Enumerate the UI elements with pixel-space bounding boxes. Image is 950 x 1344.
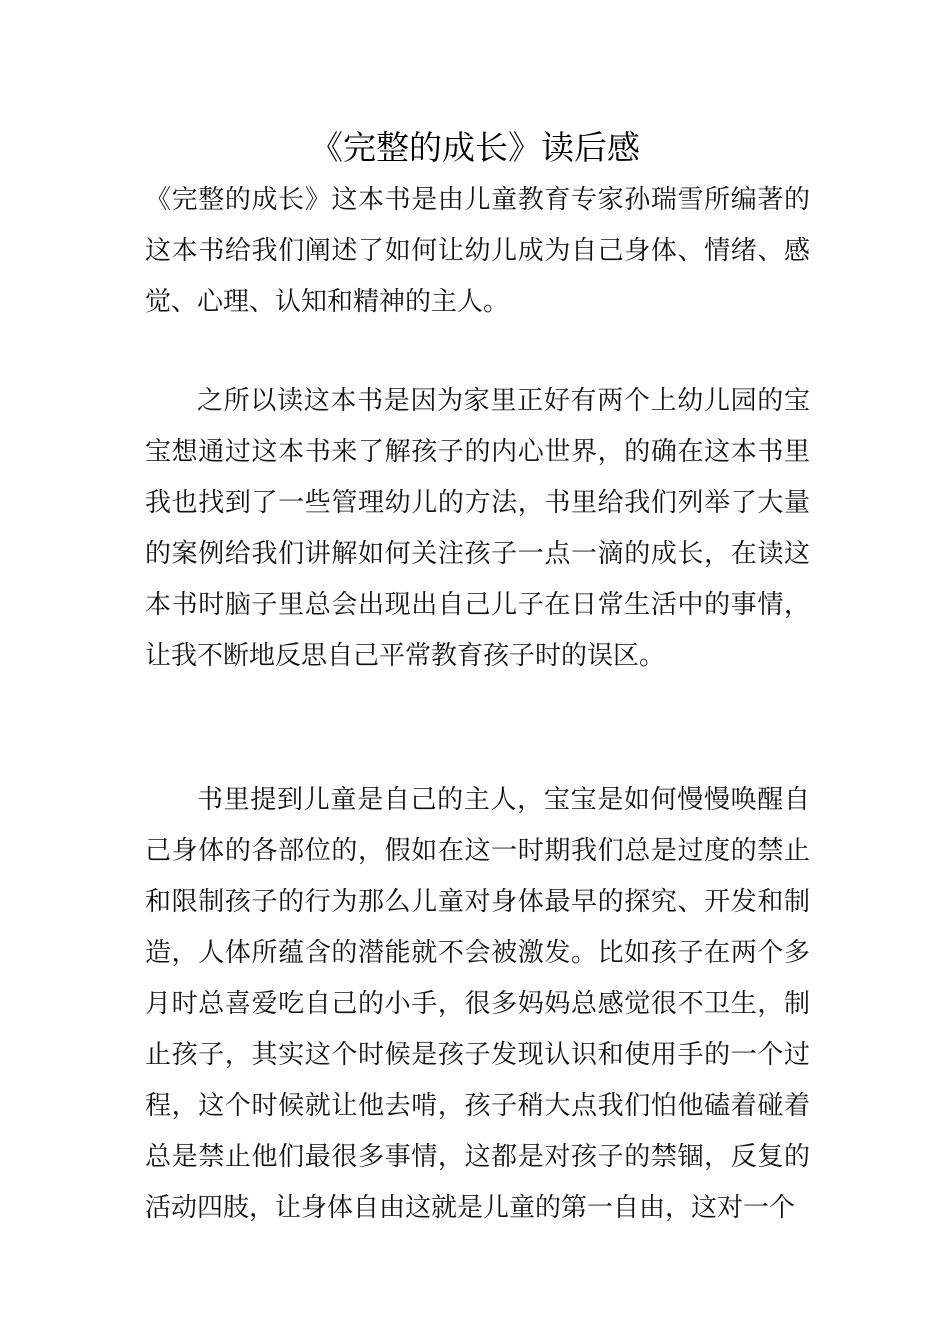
- paragraph-intro: 《完整的成长》这本书是由儿童教育专家孙瑞雪所编著的这本书给我们阐述了如何让幼儿成为自己身体、情绪、感觉、心理、认知和精神的主人。: [145, 185, 810, 317]
- document-title: 《完整的成长》读后感: [310, 128, 640, 167]
- paragraph-reason: 之所以读这本书是因为家里正好有两个上幼儿园的宝宝想通过这本书来了解孩子的内心世界，的确在这本书里我也找到了一些管理幼儿的方法，书里给我们列举了大量的案例给我们讲解如何关注孩子一点一滴的成长，在读这本书时脑子里总会出现出自己儿子在日常生活中的事情，让我不断地反思自己平常教育孩子时的误区。: [145, 386, 810, 671]
- paragraph-body: 书里提到儿童是自己的主人，宝宝是如何慢慢唤醒自己身体的各部位的，假如在这一时期我们总是过度的禁止和限制孩子的行为那么儿童对身体最早的探究、开发和制造，人体所蕴含的潜能就不会被激发。比如孩子在两个多月时总喜爱吃自己的小手，很多妈妈总感觉很不卫生，制止孩子，其实这个时候是孩子发现认识和使用手的一个过程，这个时候就让他去啃，孩子稍大点我们怕他磕着碰着总是禁止他们最很多事情，这都是对孩子的禁锢，反复的活动四肢，让身体自由这就是儿童的第一自由，这对一个: [145, 785, 810, 1223]
